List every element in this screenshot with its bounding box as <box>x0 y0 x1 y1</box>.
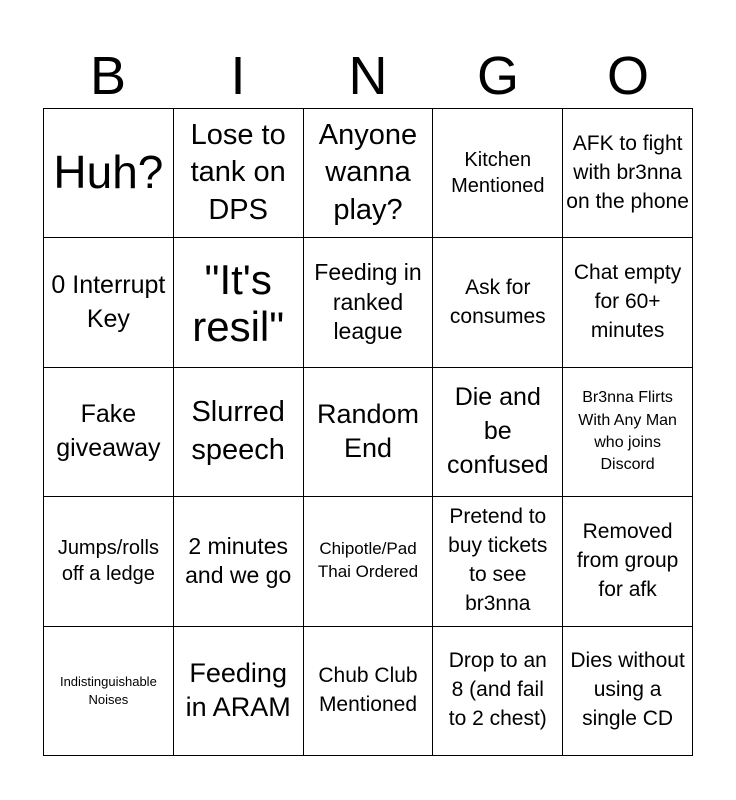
cell-text: Removed from group for afk <box>576 519 679 601</box>
cell-text: Feeding in ranked league <box>314 259 422 345</box>
bingo-cell[interactable] <box>304 627 434 756</box>
bingo-cell[interactable] <box>433 627 563 756</box>
bingo-cell[interactable] <box>304 109 434 238</box>
cell-text: Anyone wanna play? <box>318 118 418 227</box>
cell-text: AFK to fight with br3nna on the phone <box>566 131 689 213</box>
bingo-cell[interactable] <box>174 497 304 626</box>
header-letter-o: O <box>606 46 649 106</box>
bingo-cell[interactable] <box>563 627 693 756</box>
bingo-cell[interactable] <box>563 497 693 626</box>
cell-text: Indistinguishable Noises <box>59 673 157 707</box>
bingo-cell[interactable] <box>44 109 174 238</box>
header-letter-g: G <box>476 46 519 106</box>
bingo-cell[interactable] <box>174 238 304 367</box>
cell-text: Jumps/rolls off a ledge <box>57 537 159 586</box>
bingo-cell[interactable] <box>304 497 434 626</box>
cell-text: Drop to an 8 (and fail to 2 chest) <box>448 649 547 731</box>
cell-text: Feeding in ARAM <box>185 658 291 722</box>
bingo-cell[interactable] <box>174 109 304 238</box>
cell-text: Dies without using a single CD <box>570 649 685 731</box>
bingo-cell[interactable] <box>433 368 563 497</box>
bingo-cell[interactable] <box>44 238 174 367</box>
cell-text: Random End <box>316 399 420 463</box>
cell-text: 0 Interrupt Key <box>51 270 166 333</box>
cell-text: Lose to tank on DPS <box>190 118 286 227</box>
header-letter-b: B <box>89 46 127 106</box>
cell-text: Chat empty for 60+ minutes <box>573 261 682 343</box>
cell-text: Chub Club Mentioned <box>318 663 418 716</box>
bingo-cell[interactable] <box>433 497 563 626</box>
cell-text: "It's resil" <box>192 255 285 350</box>
cell-text: 2 minutes and we go <box>185 532 292 589</box>
cell-text: Slurred speech <box>191 396 285 466</box>
bingo-cell[interactable] <box>433 109 563 238</box>
bingo-cell[interactable] <box>304 238 434 367</box>
cell-text: Die and be confused <box>447 383 549 479</box>
bingo-cell[interactable] <box>174 627 304 756</box>
cell-text: Kitchen Mentioned <box>451 149 545 198</box>
cell-text: Br3nna Flirts With Any Man who joins Discord <box>578 389 677 474</box>
bingo-cell[interactable] <box>174 368 304 497</box>
bingo-cell[interactable] <box>563 238 693 367</box>
bingo-cell[interactable] <box>563 368 693 497</box>
header-letter-n: N <box>348 46 388 106</box>
cell-text: Ask for consumes <box>449 275 546 328</box>
bingo-grid <box>43 108 693 756</box>
bingo-header <box>43 44 693 108</box>
bingo-cell[interactable] <box>563 109 693 238</box>
bingo-cell[interactable] <box>44 368 174 497</box>
bingo-cell[interactable] <box>44 497 174 626</box>
bingo-cell[interactable] <box>433 238 563 367</box>
cell-text: Pretend to buy tickets to see br3nna <box>448 505 548 616</box>
bingo-cell[interactable] <box>44 627 174 756</box>
cell-text: Huh? <box>53 146 164 199</box>
cell-text: Fake giveaway <box>56 400 161 462</box>
header-letter-i: I <box>230 46 246 106</box>
cell-text: Chipotle/Pad Thai Ordered <box>317 539 419 582</box>
bingo-cell[interactable] <box>304 368 434 497</box>
